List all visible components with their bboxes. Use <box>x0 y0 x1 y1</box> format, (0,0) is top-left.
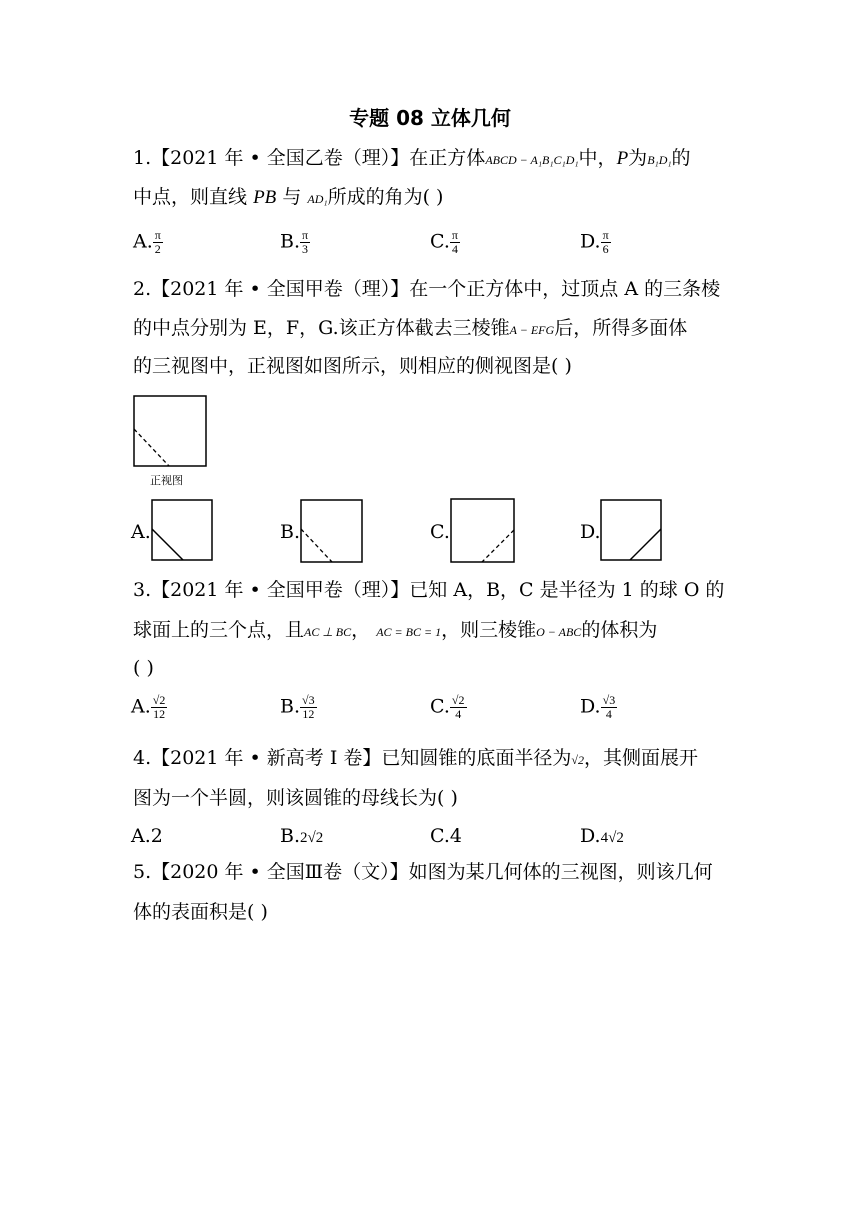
option-fraction <box>450 229 460 256</box>
denominator: 12 <box>302 707 315 721</box>
q1-segment-b1d1: B₁D₁ <box>647 153 672 167</box>
option-value: 2√2 <box>300 830 324 846</box>
question-2-line-2 <box>133 316 687 342</box>
q2-option-c[interactable] <box>430 521 450 543</box>
option-fraction <box>300 694 317 721</box>
option-label: D. <box>580 230 601 253</box>
denominator: 4 <box>605 707 612 721</box>
q3-perpendicular: AC ⊥ BC <box>304 625 352 639</box>
front-view-caption: 正视图 <box>150 474 183 487</box>
page-title: 专题 08 立体几何 <box>349 106 511 130</box>
question-5-line-2: 体的表面积是( ) <box>133 901 268 923</box>
q3-option-a[interactable] <box>131 694 167 721</box>
q3-pyramid-name: O − ABC <box>536 625 582 639</box>
q3-text-a: 球面上的三个点，且 <box>133 619 305 641</box>
side-view-square <box>601 500 661 560</box>
q1-option-a[interactable] <box>133 229 163 256</box>
q3-text-b: ， <box>351 619 371 641</box>
q3-text-d: 的体积为 <box>581 619 658 641</box>
question-4-line-1 <box>133 746 698 772</box>
question-3-line-1: 3.【2021 年 • 全国甲卷（理）】已知 A，B，C 是半径为 1 的球 O 的 <box>133 579 725 601</box>
numerator: √2 <box>152 693 166 707</box>
q4-radius: √2 <box>571 753 584 767</box>
option-label: C. <box>430 230 450 253</box>
side-view-dashed-edge <box>301 529 332 562</box>
q1-text-c: 为 <box>628 147 648 169</box>
q4-text-b: ，其侧面展开 <box>584 747 699 769</box>
option-label: A. <box>131 825 151 847</box>
denominator: 12 <box>153 707 166 721</box>
q1-text-e: 中点，则直线 <box>133 186 248 208</box>
question-4-line-2: 图为一个半圆，则该圆锥的母线长为( ) <box>133 787 458 809</box>
q4-text-a: 4.【2021 年 • 新高考 I 卷】已知圆锥的底面半径为 <box>133 747 572 769</box>
option-label: C. <box>430 825 450 847</box>
question-5-line-1: 5.【2020 年 • 全国Ⅲ卷（文）】如图为某几何体的三视图，则该几何 <box>133 861 713 883</box>
q4-option-c[interactable] <box>430 825 462 847</box>
option-label: B. <box>280 230 301 253</box>
q2-option-a[interactable] <box>131 521 151 543</box>
side-view-square <box>152 500 212 560</box>
option-label: A. <box>131 695 151 718</box>
q1-line-pb: PB <box>253 187 277 208</box>
option-fraction <box>151 694 168 721</box>
option-label: B. <box>280 695 301 718</box>
option-label: C. <box>430 695 450 718</box>
denominator: 2 <box>154 242 161 256</box>
numerator: π <box>451 228 458 242</box>
side-view-solid-edge <box>630 529 661 560</box>
option-label: A. <box>131 521 151 543</box>
q1-text-g: 所成的角为( ) <box>327 186 444 208</box>
numerator: √2 <box>451 693 465 707</box>
front-view-dashed-edge <box>134 429 169 466</box>
option-fraction <box>153 229 163 256</box>
side-view-solid-edge <box>152 529 183 560</box>
denominator: 6 <box>602 242 609 256</box>
q1-option-b[interactable] <box>280 229 310 256</box>
q3-text-c: ，则三棱锥 <box>441 619 537 641</box>
q3-option-c[interactable] <box>430 694 467 721</box>
q2-option-b-figure[interactable] <box>300 499 363 563</box>
numerator: √3 <box>302 693 315 707</box>
q2-pyramid-name: A − EFG <box>509 323 555 337</box>
option-label: D. <box>580 825 601 847</box>
option-fraction <box>601 694 618 721</box>
side-view-square <box>301 500 362 562</box>
side-view-dashed-edge <box>482 530 514 562</box>
option-fraction <box>601 229 611 256</box>
q1-point-p: P <box>616 148 629 169</box>
q4-option-a[interactable] <box>131 825 163 847</box>
option-value: 4√2 <box>600 830 624 846</box>
q4-option-d[interactable] <box>580 825 624 847</box>
q2-option-a-figure[interactable] <box>151 499 213 561</box>
option-fraction <box>450 694 467 721</box>
q2-option-c-figure[interactable] <box>450 498 515 563</box>
denominator: 4 <box>451 242 458 256</box>
question-2-line-1: 2.【2021 年 • 全国甲卷（理）】在一个正方体中，过顶点 A 的三条棱 <box>133 278 721 300</box>
q1-cube-name: ABCD − A₁B₁C₁D₁ <box>485 153 579 167</box>
q1-option-c[interactable] <box>430 229 460 256</box>
side-view-square <box>451 499 514 562</box>
q1-line-ad1: AD₁ <box>307 192 328 206</box>
front-view-figure <box>133 395 208 467</box>
q2-option-d[interactable] <box>580 521 601 543</box>
option-label: B. <box>280 825 301 847</box>
q1-text-d: 的 <box>671 147 691 169</box>
option-label: D. <box>580 695 601 718</box>
front-view-square <box>134 396 206 466</box>
q3-option-d[interactable] <box>580 694 617 721</box>
option-fraction <box>300 229 310 256</box>
denominator: 3 <box>302 242 309 256</box>
question-2-line-3: 的三视图中，正视图如图所示，则相应的侧视图是( ) <box>133 355 572 377</box>
option-label: C. <box>430 521 450 543</box>
numerator: π <box>302 228 309 242</box>
q2-text-a: 的中点分别为 E，F，G.该正方体截去三棱锥 <box>133 317 510 339</box>
q3-option-b[interactable] <box>280 694 317 721</box>
q4-option-b[interactable] <box>280 825 323 847</box>
q1-option-d[interactable] <box>580 229 611 256</box>
question-1-line-2 <box>133 185 443 211</box>
option-label: A. <box>133 230 153 253</box>
option-value: 2 <box>150 825 163 847</box>
q2-option-d-figure[interactable] <box>600 499 662 561</box>
numerator: π <box>602 228 609 242</box>
option-label: B. <box>280 521 301 543</box>
q1-text-a: 1.【2021 年 • 全国乙卷（理）】在正方体 <box>133 147 486 169</box>
q2-option-b[interactable] <box>280 521 300 543</box>
question-3-line-3: ( ) <box>133 657 154 679</box>
q1-text-b: 中， <box>578 147 617 169</box>
question-3-line-2 <box>133 618 657 644</box>
q3-equation: AC = BC = 1 <box>376 625 442 639</box>
numerator: √3 <box>602 693 616 707</box>
option-label: D. <box>580 521 601 543</box>
option-value: 4 <box>449 825 462 847</box>
q2-text-b: 后，所得多面体 <box>554 317 688 339</box>
denominator: 4 <box>455 707 462 721</box>
question-1-line-1 <box>133 146 691 172</box>
numerator: π <box>154 228 161 242</box>
q1-text-f: 与 <box>282 186 302 208</box>
